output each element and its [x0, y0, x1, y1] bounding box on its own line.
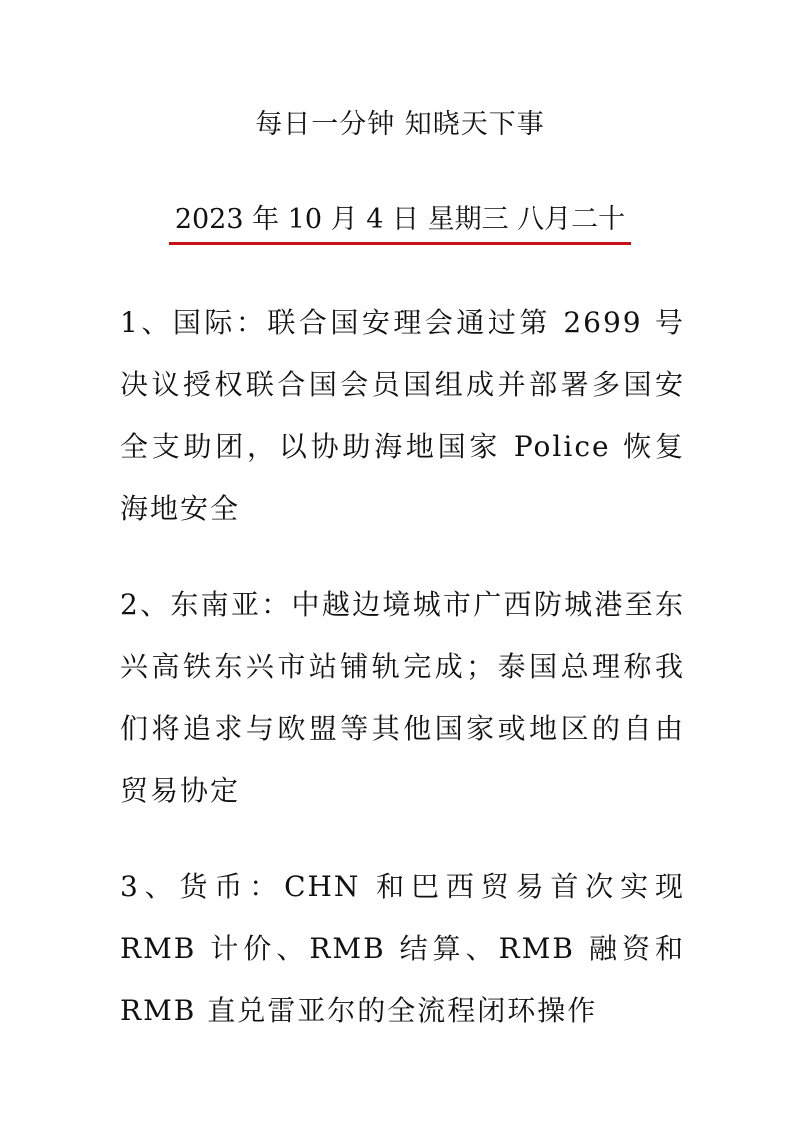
- news-item-2: 2、东南亚：中越边境城市广西防城港至东兴高铁东兴市站铺轨完成；泰国总理称我们将追求与欧盟等其他国家或地区的自由贸易协定: [120, 588, 685, 807]
- news-item-3: 3、货币：CHN 和巴西贸易首次实现 RMB 计价、RMB 结算、RMB 融资和 RMB 直兑雷亚尔的全流程闭环操作: [120, 870, 685, 1027]
- date-line: 2023 年 10 月 4 日 星期三 八月二十: [169, 200, 631, 245]
- date-line-wrapper: [0, 200, 800, 245]
- page-title: 每日一分钟 知晓天下事: [255, 109, 545, 140]
- news-item-1: 1、国际：联合国安理会通过第 2699 号决议授权联合国会员国组成并部署多国安全支助团，以协助海地国家 Police 恢复海地安全: [120, 306, 685, 525]
